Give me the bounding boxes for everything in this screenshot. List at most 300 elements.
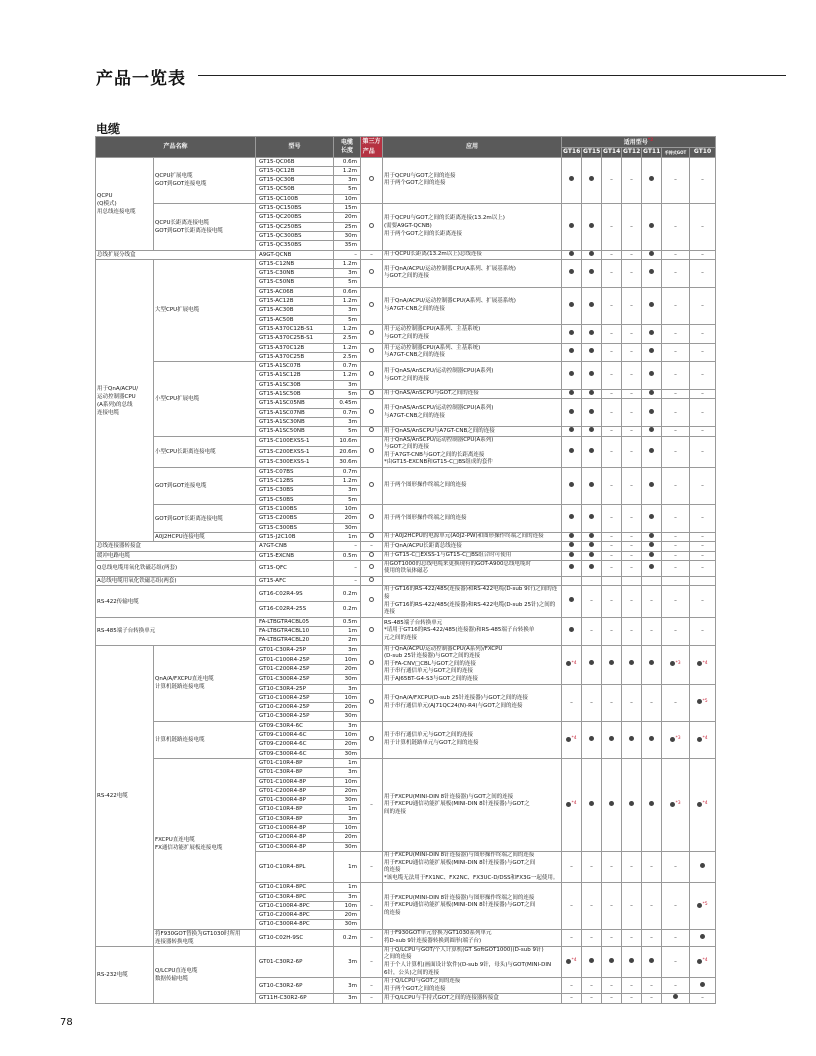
application-text: 用于Q/LCPU与GOT/个人计算机(GT SoftGOT1000)(D-sub 9针) 之间的连接 用于个人计算机(画面设计软件)(D-sub 9针，母头)与GOT(MINI-DIN 6针，公头)之间的连接: [383, 946, 562, 977]
model-compat-cell: [582, 532, 602, 541]
compat-dash: –: [674, 515, 677, 522]
model-compat-cell: [602, 467, 622, 504]
cable-length: 1.2m: [334, 343, 361, 352]
compat-dot: [589, 660, 594, 665]
model-compat-cell: [622, 851, 642, 882]
model-compat-cell: [562, 436, 582, 467]
model-compat-cell: [582, 560, 602, 576]
model-compat-cell: [622, 287, 642, 324]
table-row: [96, 467, 716, 476]
compat-dot: [609, 801, 614, 806]
model-compat-cell: [642, 259, 662, 287]
compat-dash: –: [610, 372, 613, 379]
third-party-circle: [369, 564, 374, 569]
cable-length: 2.5m: [334, 334, 361, 343]
model-compat-cell: [662, 946, 690, 977]
model-number: GT16-C02R4-9S: [256, 586, 334, 602]
model-compat-cell: [662, 204, 690, 250]
group-name: RS-422电缆: [96, 645, 154, 946]
model-compat-cell: [642, 324, 662, 343]
product-name: 缓冲电路电缆: [96, 551, 256, 560]
model-number: GT15-C300EXSS-1: [256, 457, 334, 467]
model-number: GT15-EXCNB: [256, 551, 334, 560]
compat-dot: [569, 409, 574, 414]
application-text: 用于QnAS/AnSCPU与GOT之间的连接: [383, 390, 562, 399]
compat-dot: [649, 269, 654, 274]
compat-dash: –: [650, 699, 653, 706]
third-party-cell: [361, 532, 383, 541]
model-number: GT15-C100BS: [256, 505, 334, 514]
compat-dash: –: [630, 177, 633, 184]
model-compat-cell: [662, 586, 690, 617]
model-compat-cell: [622, 427, 642, 436]
third-party-cell: [361, 362, 383, 390]
application-text: 用于GT15-C□EXSS-1与GT15-C□BS组合时可使用: [383, 551, 562, 560]
cable-length: 0.45m: [334, 399, 361, 408]
compat-dash: –: [630, 982, 633, 989]
model-compat-cell: [602, 758, 622, 851]
model-compat-cell: [642, 399, 662, 427]
third-party-cell: [361, 645, 383, 684]
table-row: [96, 204, 716, 213]
model-number: GT10-C300R4-25P: [256, 712, 334, 721]
compat-dash: –: [701, 628, 704, 634]
compat-dash: –: [590, 995, 593, 1002]
model-compat-cell: [582, 259, 602, 287]
third-party-cell: [361, 436, 383, 467]
compat-dash: –: [590, 902, 593, 909]
cable-length: 3m: [334, 721, 361, 730]
model-compat-cell: [582, 577, 602, 586]
compat-dot: [649, 427, 654, 432]
model-compat-cell: [642, 560, 662, 576]
third-party-cell: –: [361, 946, 383, 977]
compat-dot: [629, 660, 634, 665]
model-compat-cell: [602, 883, 622, 929]
compat-note: *4: [571, 660, 577, 666]
compat-note: *4: [571, 800, 577, 806]
cable-length: 5m: [334, 185, 361, 194]
compat-dash: –: [610, 409, 613, 416]
table-row: [96, 560, 716, 576]
compat-dot: [569, 251, 574, 256]
application-text: 用于Q/LCPU与GOT之间的连接 用于两个GOT之间的连接: [383, 978, 562, 994]
compat-dash: –: [701, 391, 704, 398]
compat-dash: –: [610, 863, 613, 870]
model-compat-cell: [690, 427, 716, 436]
compat-dot: [569, 348, 574, 353]
cable-length: 3m: [334, 768, 361, 777]
cable-length: –: [334, 542, 361, 551]
compat-dot: [589, 371, 594, 376]
model-number: FA-LTBGTR4CBL20: [256, 636, 334, 645]
compat-note: *4: [702, 800, 708, 806]
model-compat-cell: [642, 343, 662, 362]
model-number: GT15-A1SC30B: [256, 380, 334, 389]
compat-dash: –: [650, 628, 653, 634]
third-party-cell: [361, 617, 383, 645]
model-compat-cell: [602, 851, 622, 882]
subgroup-name: 小型CPU扩展电缆: [154, 362, 256, 436]
model-compat-cell: [602, 617, 622, 645]
compat-note: *4: [702, 957, 708, 963]
cable-length: 10m: [334, 693, 361, 702]
model-compat-cell: [622, 577, 642, 586]
model-compat-cell: [582, 946, 602, 977]
model-compat-cell: [622, 542, 642, 551]
model-compat-cell: [642, 551, 662, 560]
subgroup-name: A0J2HCPU连接电缆: [154, 532, 256, 541]
model-number: GT15-C200EXSS-1: [256, 446, 334, 456]
compat-dot: [649, 660, 654, 665]
model-number: GT10-C02H-9SC: [256, 929, 334, 946]
third-party-cell: [361, 427, 383, 436]
compat-dot: [569, 371, 574, 376]
table-row: [96, 645, 716, 655]
model-compat-cell: [562, 851, 582, 882]
model-compat-cell: [642, 851, 662, 882]
model-compat-cell: [690, 946, 716, 977]
model-compat-cell: [690, 399, 716, 427]
compat-dash: –: [630, 628, 633, 634]
product-name: Q总线电缆用氧化铁磁芯组(两套): [96, 560, 256, 576]
third-party-circle: [369, 390, 374, 395]
compat-dot: [649, 564, 654, 569]
cable-length: 30.6m: [334, 457, 361, 467]
application-text: 用于QCPU长距离(13.2m以上)总线连接: [383, 250, 562, 259]
model-compat-cell: [642, 390, 662, 399]
compat-dash: –: [674, 330, 677, 337]
compat-dot: [589, 552, 594, 557]
model-compat-cell: [562, 467, 582, 504]
model-number: GT15-QC150BS: [256, 204, 334, 213]
compat-dash: –: [610, 448, 613, 455]
cable-length: 0.2m: [334, 602, 361, 618]
cable-length: 1m: [334, 758, 361, 767]
model-number: GT15-QC300BS: [256, 231, 334, 240]
compat-dash: –: [674, 482, 677, 489]
cable-length: 10m: [334, 777, 361, 786]
third-party-cell: [361, 560, 383, 576]
cable-length: 3m: [334, 946, 361, 977]
compat-dot: [569, 302, 574, 307]
compat-dot: [569, 564, 574, 569]
compat-dash: –: [610, 628, 613, 634]
model-compat-cell: [690, 645, 716, 684]
model-compat-cell: [602, 390, 622, 399]
compat-dash: –: [630, 565, 633, 572]
model-number: GT15-A1SC30NB: [256, 417, 334, 426]
application-text: 用于串行通信单元与GOT之间的连接 用于计算机链路单元与GOT之间的连接: [383, 721, 562, 758]
model-compat-cell: [562, 577, 582, 586]
model-compat-cell: [690, 532, 716, 541]
compat-dash: –: [610, 515, 613, 522]
compat-dash: –: [674, 565, 677, 572]
table-row: [96, 586, 716, 602]
model-number: GT01-C300R4-8P: [256, 796, 334, 805]
compat-dash: –: [630, 251, 633, 258]
model-compat-cell: [622, 758, 642, 851]
model-compat-cell: [622, 324, 642, 343]
model-compat-cell: [622, 617, 642, 645]
compat-dot: [589, 269, 594, 274]
model-compat-cell: [622, 684, 642, 721]
model-number: FA-LTBGTR4CBL10: [256, 627, 334, 636]
application-text: 用于QnA/ACPU/运动控制器CPU(A系列、扩展基系统) 与GOT之间的连接: [383, 259, 562, 287]
compat-dash: –: [674, 699, 677, 706]
third-party-cell: [361, 204, 383, 250]
application-text: 用于GT16的RS-422/485(连接器)和RS-422电缆(D-sub 9针)之间的连接 用于GT16的RS-422/485(连接器)和RS-422电缆(D-sub 25针)之间的连接: [383, 586, 562, 617]
model-compat-cell: [690, 617, 716, 645]
cable-length: 1m: [334, 627, 361, 636]
cable-length: 1.2m: [334, 477, 361, 486]
compat-dash: –: [701, 177, 704, 184]
compat-dash: –: [674, 982, 677, 989]
model-compat-cell: [602, 551, 622, 560]
model-number: GT15-QC06B: [256, 157, 334, 166]
header-model-col: GT14: [603, 148, 621, 156]
compat-dot: [609, 660, 614, 665]
compat-dot: [589, 390, 594, 395]
model-number: GT10-C10R4-8PL: [256, 851, 334, 882]
model-compat-cell: [602, 532, 622, 541]
model-compat-cell: [602, 204, 622, 250]
compat-dash: –: [610, 699, 613, 706]
compat-dash: –: [610, 223, 613, 230]
compat-dash: –: [674, 349, 677, 356]
model-compat-cell: [582, 721, 602, 758]
table-row: [96, 929, 716, 946]
cable-length: 10m: [334, 901, 361, 910]
compat-dot: [589, 542, 594, 547]
cable-length: 3m: [334, 892, 361, 901]
cable-length: –: [334, 560, 361, 576]
compat-dot: [569, 223, 574, 228]
model-compat-cell: [662, 157, 690, 203]
compat-dash: –: [701, 448, 704, 455]
compat-dot: [589, 427, 594, 432]
model-compat-cell: [582, 343, 602, 362]
third-party-circle: [369, 302, 374, 307]
third-party-cell: [361, 324, 383, 343]
model-number: GT01-C30R2-6P: [256, 946, 334, 977]
model-compat-cell: [622, 157, 642, 203]
compat-note: *4: [571, 735, 577, 741]
model-compat-cell: [662, 250, 690, 259]
compat-dot: [589, 176, 594, 181]
compat-dash: –: [701, 543, 704, 550]
model-compat-cell: [582, 390, 602, 399]
subgroup-name: 计算机链路连接电缆: [154, 721, 256, 758]
subgroup-name: FXCPU直连电缆 FX通信功能扩展板连接电缆: [154, 758, 256, 929]
model-compat-cell: [662, 684, 690, 721]
model-compat-cell: [582, 851, 602, 882]
cable-length: 30m: [334, 674, 361, 684]
model-number: GT15-A1SC50B: [256, 390, 334, 399]
cable-length: 20m: [334, 213, 361, 222]
model-compat-cell: [690, 978, 716, 994]
compat-dot: [569, 597, 574, 602]
model-compat-cell: [690, 684, 716, 721]
application-text: 用于QnA/ACPU长距离总线连接: [383, 542, 562, 551]
cable-length: 30m: [334, 523, 361, 532]
compat-dash: –: [674, 934, 677, 941]
model-compat-cell: [622, 259, 642, 287]
model-compat-cell: [642, 994, 662, 1003]
cable-length: 3m: [334, 486, 361, 495]
group-name: QCPU (Q模式) 用总线连接电缆: [96, 157, 154, 250]
compat-dot: [589, 533, 594, 538]
model-compat-cell: [690, 390, 716, 399]
compat-dot: [569, 542, 574, 547]
third-party-cell: –: [361, 851, 383, 882]
compat-dash: –: [674, 598, 677, 605]
compat-dot: [649, 736, 654, 741]
model-number: GT15-A1SC50NB: [256, 427, 334, 436]
model-compat-cell: [602, 287, 622, 324]
model-compat-cell: [662, 617, 690, 645]
application-text: 用于QnAS/AnSCPU/运动控制器CPU(A系列) 与A7GT-CNB之间的连接: [383, 399, 562, 427]
third-party-cell: [361, 467, 383, 504]
model-compat-cell: [662, 645, 690, 684]
cable-length: 15m: [334, 204, 361, 213]
model-compat-cell: [690, 259, 716, 287]
application-text: 用于QnA/A/FXCPU(D-sub 25针连接器)与GOT之间的连接 用于串行通信单元(AJ71QC24(N)-R4)与GOT之间的连接: [383, 684, 562, 721]
application-text: 用于F930GOT单元替换为GT1030系列单元 将D-sub 9针连接器转换到圆形(端子台): [383, 929, 562, 946]
model-number: GT01-C100R4-25P: [256, 655, 334, 665]
product-name: RS-422传输电缆: [96, 586, 256, 617]
compat-dash: –: [650, 902, 653, 909]
model-number: GT10-C10R4-8P: [256, 805, 334, 814]
compat-dash: –: [610, 428, 613, 435]
compat-dash: –: [674, 177, 677, 184]
compat-dash: –: [630, 349, 633, 356]
model-compat-cell: [642, 287, 662, 324]
third-party-cell: –: [361, 978, 383, 994]
model-compat-cell: [662, 560, 690, 576]
model-compat-cell: [662, 324, 690, 343]
model-number: GT15-A370C12B: [256, 343, 334, 352]
compat-dash: –: [610, 543, 613, 550]
third-party-cell: –: [361, 994, 383, 1003]
model-compat-cell: [690, 250, 716, 259]
model-compat-cell: [562, 721, 582, 758]
model-compat-cell: [562, 586, 582, 617]
model-number: GT15-A370C25B-S1: [256, 334, 334, 343]
compat-dash: –: [570, 902, 573, 909]
compat-dash: –: [674, 223, 677, 230]
application-text: 用于运动控制器CPU(A系列、主基系统) 与A7GT-CNB之间的连接: [383, 343, 562, 362]
third-party-circle: [369, 533, 374, 538]
model-number: FA-LTBGTR4CBL05: [256, 617, 334, 626]
model-compat-cell: [562, 324, 582, 343]
model-compat-cell: [562, 390, 582, 399]
model-number: GT01-C300R4-25P: [256, 674, 334, 684]
model-compat-cell: [602, 362, 622, 390]
third-party-cell: –: [361, 250, 383, 259]
model-number: GT10-C30R4-8P: [256, 814, 334, 823]
model-compat-cell: [662, 721, 690, 758]
model-number: GT09-C200R4-6C: [256, 740, 334, 749]
model-compat-cell: [622, 505, 642, 533]
subgroup-name: QCPU长距离连接电缆 GOT到GOT长距离连接电缆: [154, 204, 256, 250]
model-compat-cell: [582, 250, 602, 259]
compat-dash: –: [674, 251, 677, 258]
model-compat-cell: [562, 560, 582, 576]
cable-length: 1.2m: [334, 259, 361, 268]
section-title: 电缆: [96, 122, 121, 136]
page-title: 产品一览表: [96, 69, 186, 89]
compat-dash: –: [590, 982, 593, 989]
compat-dash: –: [610, 302, 613, 309]
model-compat-cell: [622, 645, 642, 684]
model-number: GT15-A1SC05NB: [256, 399, 334, 408]
model-compat-cell: [622, 721, 642, 758]
model-compat-cell: [662, 551, 690, 560]
compat-dash: –: [674, 428, 677, 435]
model-compat-cell: [622, 929, 642, 946]
application-text: 用于QCPU与GOT之间的连接 用于两个GOT之间的连接: [383, 157, 562, 203]
third-party-cell: [361, 390, 383, 399]
third-party-cell: [361, 259, 383, 287]
title-rule: [198, 75, 786, 76]
cable-length: 35m: [334, 241, 361, 250]
application-text: 用于两个图形操作终端之间的连接: [383, 505, 562, 533]
compat-note: *5: [702, 698, 708, 704]
table-row: [96, 362, 716, 371]
compat-dash: –: [630, 302, 633, 309]
table-row: [96, 250, 716, 259]
model-compat-cell: [582, 436, 602, 467]
model-number: GT15-C100EXSS-1: [256, 436, 334, 446]
compat-dot: [649, 390, 654, 395]
third-party-cell: [361, 684, 383, 721]
model-compat-cell: [690, 577, 716, 586]
model-compat-cell: [562, 617, 582, 645]
third-party-circle: [369, 699, 374, 704]
compat-dash: –: [701, 223, 704, 230]
model-number: GT15-C12BS: [256, 477, 334, 486]
application-text: 用于运动控制器CPU(A系列、主基系统) 与GOT之间的连接: [383, 324, 562, 343]
model-compat-cell: [662, 532, 690, 541]
model-number: GT09-C300R4-6C: [256, 749, 334, 758]
application-text: 用于QCPU与GOT之间的长距离连接(13.2m以上) (需要A9GT-QCNB) 用于两个GOT之间的长距离连接: [383, 204, 562, 250]
compat-dash: –: [630, 482, 633, 489]
cable-length: 2.5m: [334, 352, 361, 361]
application-text: 用于两个图形操作终端之间的连接: [383, 467, 562, 504]
compat-dot: [569, 269, 574, 274]
model-compat-cell: [662, 978, 690, 994]
compat-dash: –: [610, 552, 613, 559]
model-number: GT10-C30R4-25P: [256, 684, 334, 693]
model-compat-cell: [602, 577, 622, 586]
compat-dash: –: [674, 543, 677, 550]
third-party-cell: [361, 157, 383, 203]
model-compat-cell: [642, 532, 662, 541]
model-number: GT15-A370C12B-S1: [256, 324, 334, 333]
model-compat-cell: [602, 259, 622, 287]
cable-length: 20m: [334, 703, 361, 712]
model-compat-cell: [562, 946, 582, 977]
model-compat-cell: [562, 157, 582, 203]
model-compat-cell: [602, 978, 622, 994]
model-compat-cell: [602, 250, 622, 259]
model-compat-cell: [562, 551, 582, 560]
subgroup-name: QnA/A/FXCPU直连电缆 计算机链路连接电缆: [154, 645, 256, 721]
model-compat-cell: [582, 645, 602, 684]
table-row: [96, 532, 716, 541]
compat-dash: –: [610, 330, 613, 337]
